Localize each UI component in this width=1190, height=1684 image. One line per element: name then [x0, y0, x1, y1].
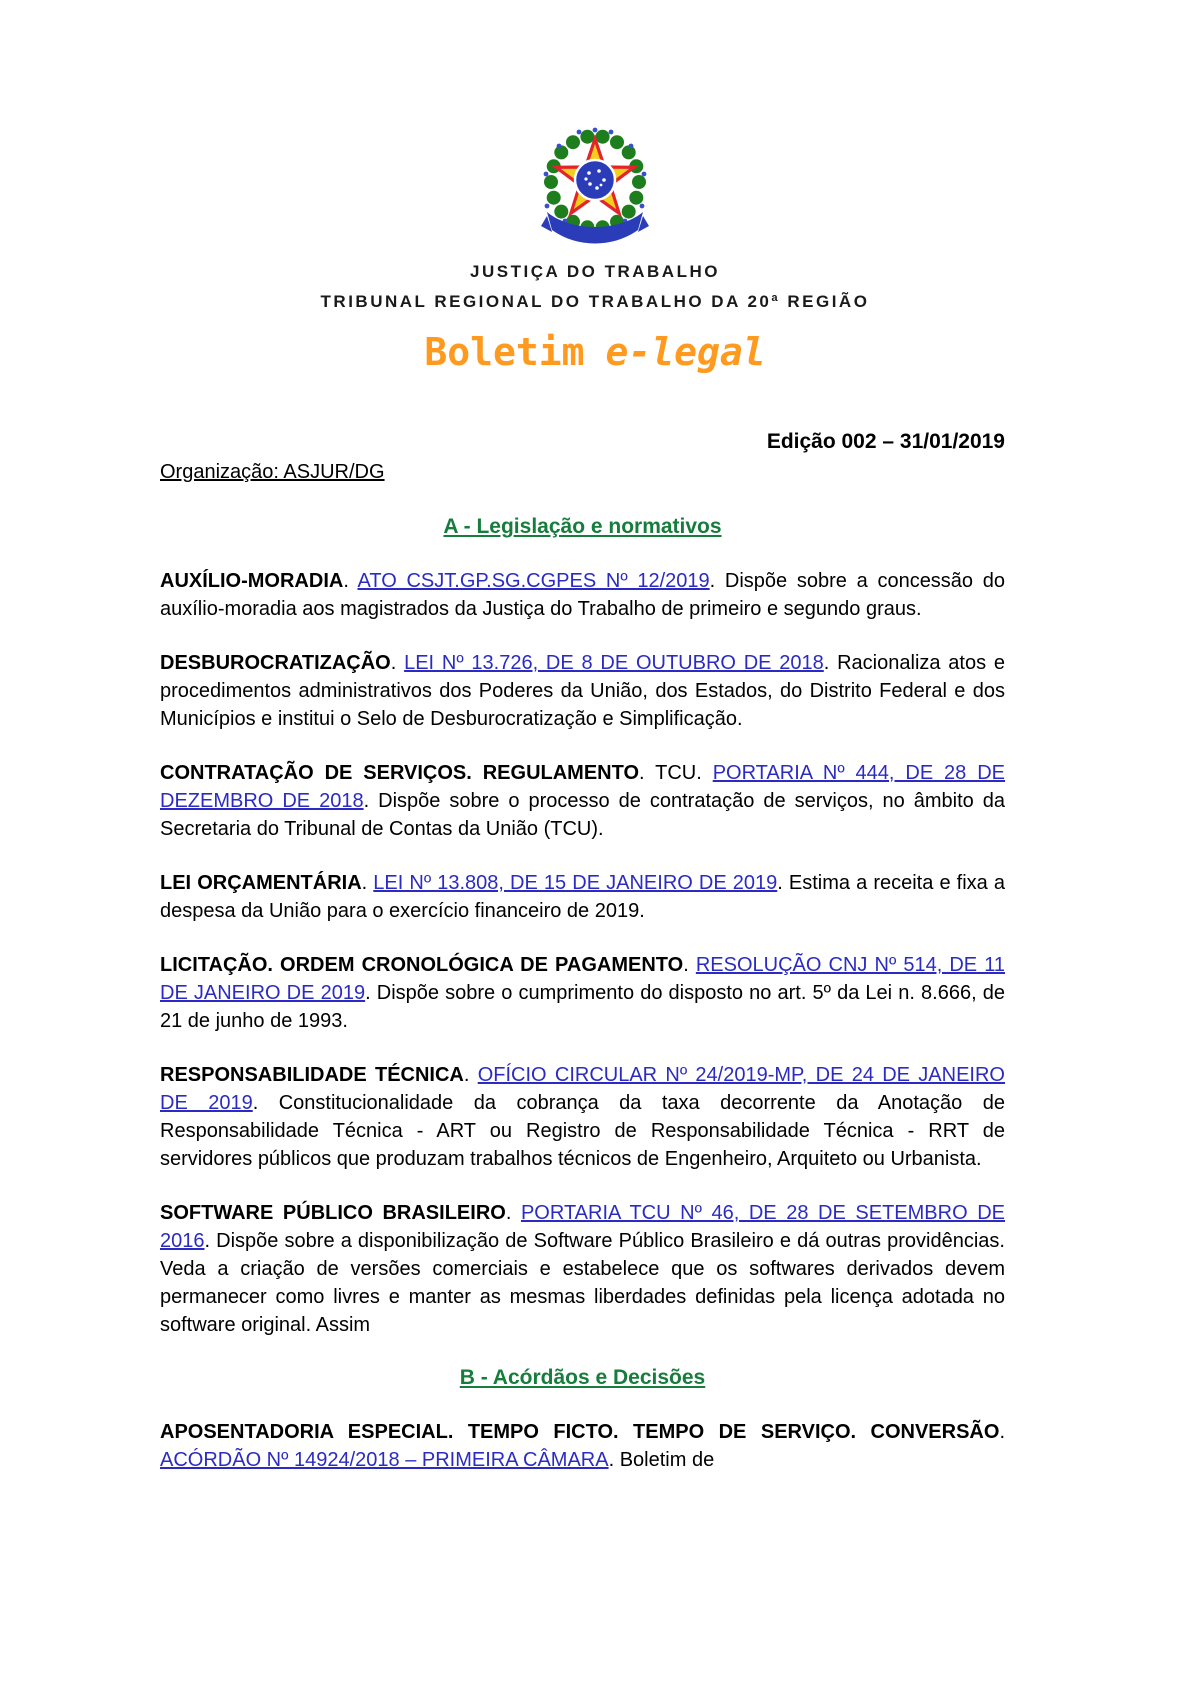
bulletin-item: [160, 759, 1005, 843]
item-term: AUXÍLIO-MORADIA: [160, 570, 344, 592]
item-text: . Dispõe sobre o processo de contratação de serviços, no âmbito da Secretaria do Tribunal de Contas da União (TCU).: [160, 790, 1005, 840]
item-text: . Dispõe sobre a concessão do auxílio-moradia aos magistrados da Justiça do Trabalho de primeiro e segundo graus.: [160, 570, 1006, 620]
bulletin-item: [160, 1199, 1005, 1339]
header-tribunal-regional: TRIBUNAL REGIONAL DO TRABALHO DA 20ª REGIÃO: [320, 292, 870, 311]
organization-line: Organização: ASJUR/DG: [160, 461, 385, 483]
edition-line: Edição 002 – 31/01/2019: [766, 430, 1005, 453]
item-term: DESBUROCRATIZAÇÃO: [160, 652, 391, 674]
header-justica-do-trabalho: JUSTIÇA DO TRABALHO: [470, 262, 720, 281]
item-term: APOSENTADORIA ESPECIAL. TEMPO FICTO. TEMPO DE SERVIÇO. CONVERSÃO: [160, 1421, 1000, 1443]
item-term: SOFTWARE PÚBLICO BRASILEIRO: [160, 1202, 506, 1224]
bulletin-item: [160, 951, 1005, 1035]
law-link[interactable]: ATO CSJT.GP.SG.CGPES Nº 12/2019: [357, 570, 710, 592]
section-heading-b: B - Acórdãos e Decisões: [459, 1366, 706, 1389]
bulletin-item: [160, 567, 1005, 623]
section-items-a: [160, 567, 1005, 1339]
section-legislacao-e-normativos: [160, 514, 1005, 1339]
item-text: .: [390, 652, 405, 674]
law-link[interactable]: RESOLUÇÃO CNJ Nº 514, DE 11 DE JANEIRO DE 2019: [160, 954, 1005, 1004]
section-acordaos-e-decisoes: [160, 1365, 1005, 1474]
item-text: .: [505, 1202, 521, 1224]
item-text: . Constitucionalidade da cobrança da taxa decorrente da Anotação de Responsabilidade Técnica - ART ou Registro de Responsabilidade Técnica - RRT de servidores públicos que produzam trabalhos técnicos de Engenheiro, Arquiteto ou Urbanista.: [160, 1092, 1005, 1170]
item-text: . Racionaliza atos e procedimentos administrativos dos Poderes da União, dos Estados, do Distrito Federal e dos Municípios e institui o Selo de Desburocratização e Simplificação.: [160, 652, 1005, 730]
item-term: LEI ORÇAMENTÁRIA: [160, 872, 362, 894]
item-term: CONTRATAÇÃO DE SERVIÇOS. REGULAMENTO: [160, 762, 640, 784]
law-link[interactable]: OFÍCIO CIRCULAR Nº 24/2019-MP, DE 24 DE JANEIRO DE 2019: [160, 1064, 1005, 1114]
law-link[interactable]: ACÓRDÃO Nº 14924/2018 – PRIMEIRA CÂMARA: [160, 1449, 609, 1471]
item-text: . Dispõe sobre a disponibilização de Software Público Brasileiro e dá outras providências. Veda a criação de versões comerciais e estabelece que os softwares derivados devem permanecer como livres e manter as mesmas liberdades definidas pela licença adotada no software original. Assim: [160, 1230, 1005, 1336]
bulletin-item: [160, 1061, 1005, 1173]
item-text: . Estima a receita e fixa a despesa da União para o exercício financeiro de 2019.: [160, 872, 1005, 922]
law-link[interactable]: PORTARIA Nº 444, DE 28 DE DEZEMBRO DE 2018: [160, 762, 1005, 812]
item-text: . Boletim de: [608, 1449, 715, 1471]
item-text: .: [463, 1064, 478, 1086]
bulletin-item: [160, 649, 1005, 733]
law-link[interactable]: LEI Nº 13.726, DE 8 DE OUTUBRO DE 2018: [404, 652, 824, 674]
item-text: .: [999, 1421, 1005, 1443]
item-text: .: [343, 570, 358, 592]
bulletin-title: [0, 328, 1190, 376]
law-link[interactable]: PORTARIA TCU Nº 46, DE 28 DE SETEMBRO DE 2016: [160, 1202, 1005, 1252]
item-term: RESPONSABILIDADE TÉCNICA: [160, 1064, 464, 1086]
item-term: LICITAÇÃO. ORDEM CRONOLÓGICA DE PAGAMENTO: [160, 954, 684, 976]
bulletin-item: [160, 1418, 1005, 1474]
section-items-b: [160, 1418, 1005, 1474]
bulletin-item: [160, 869, 1005, 925]
section-heading-a: A - Legislação e normativos: [443, 515, 722, 538]
item-text: .: [361, 872, 374, 894]
item-text: . TCU.: [639, 762, 713, 784]
item-text: . Dispõe sobre o cumprimento do disposto no art. 5º da Lei n. 8.666, de 21 de junho de 1993.: [160, 982, 1005, 1032]
brazil-coat-of-arms-icon: [541, 118, 649, 246]
bulletin-title-accent: e-legal: [605, 330, 766, 374]
law-link[interactable]: LEI Nº 13.808, DE 15 DE JANEIRO DE 2019: [373, 872, 778, 894]
item-text: .: [683, 954, 696, 976]
document-content: [0, 430, 1190, 1474]
bulletin-title-word: Boletim: [424, 330, 585, 374]
